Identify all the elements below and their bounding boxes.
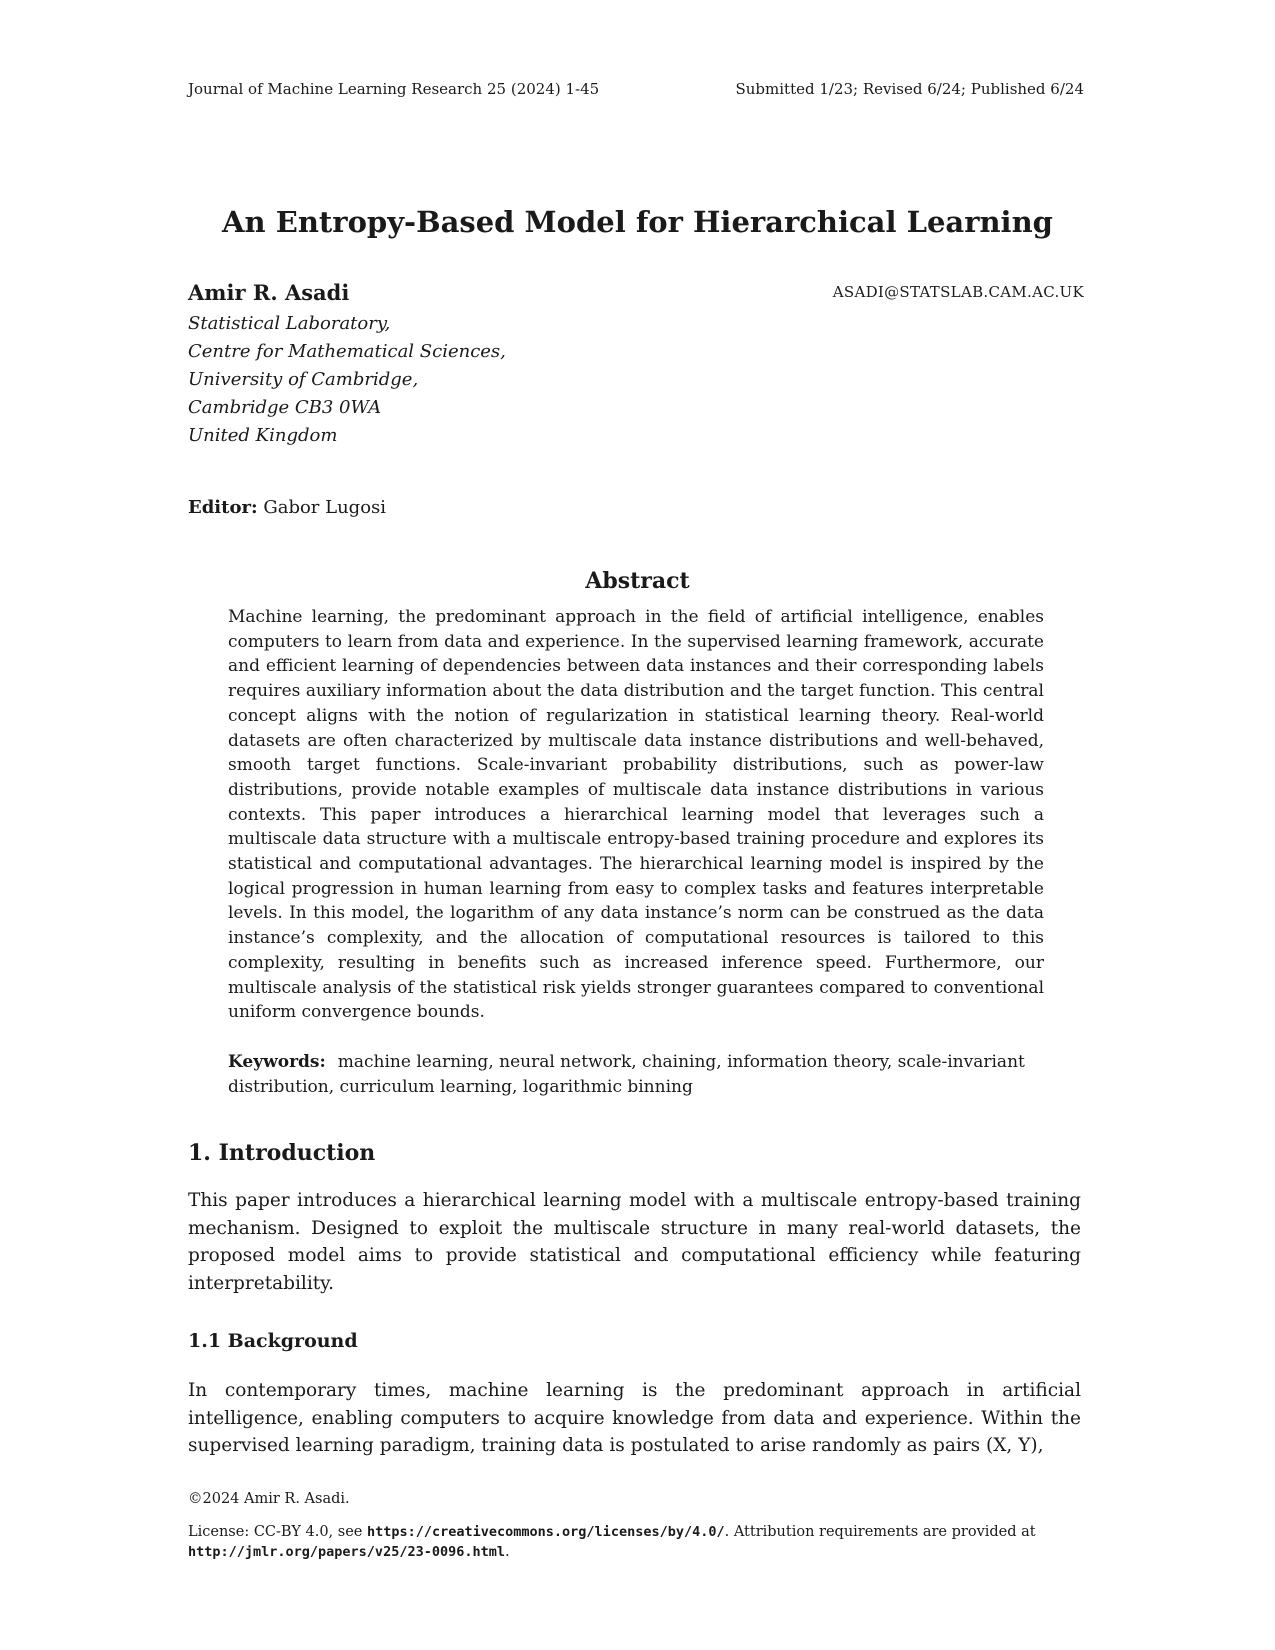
license-notice bbox=[188, 1522, 1078, 1562]
keywords-list: machine learning, neural network, chaining, information theory, scale-invariant distribution, curriculum learning, logarithmic binning bbox=[228, 1052, 1025, 1097]
paper-link[interactable]: http://jmlr.org/papers/v25/23-0096.html bbox=[188, 1544, 505, 1560]
author-affiliation bbox=[188, 310, 506, 450]
introduction-paragraph: This paper introduces a hierarchical learning model with a multiscale entropy-based training mechanism. Designed to exploit the multiscale structure in many real-world datasets, the proposed model aims to provide statistical and computational efficiency while featuring interpretability. bbox=[188, 1190, 1081, 1294]
publication-dates: Submitted 1/23; Revised 6/24; Published 6/24 bbox=[735, 80, 1084, 98]
background-paragraph: In contemporary times, machine learning is the predominant approach in artificial intelligence, enabling computers to acquire knowledge from data and experience. Within the supervised learning paradigm, training data is postulated to arise randomly as pairs (X, Y), bbox=[188, 1380, 1081, 1456]
affiliation-line: University of Cambridge, bbox=[188, 369, 419, 390]
section-heading-introduction: 1. Introduction bbox=[188, 1140, 376, 1166]
abstract-heading: Abstract bbox=[585, 568, 690, 594]
editor-line bbox=[188, 497, 386, 518]
license-link[interactable]: https://creativecommons.org/licenses/by/4.0/ bbox=[366, 1524, 725, 1540]
paper-title: An Entropy-Based Model for Hierarchical Learning bbox=[222, 205, 1053, 239]
license-middle: . Attribution requirements are provided at bbox=[724, 1524, 1036, 1540]
copyright-notice: ©2024 Amir R. Asadi. bbox=[188, 1491, 350, 1507]
abstract-text: Machine learning, the predominant approach in the field of artificial intelligence, enables computers to learn from data and experience. In the supervised learning framework, accurate and efficient learning of dependencies between data instances and their corresponding labels requires auxiliary information about the data distribution and the target function. This central concept aligns with the notion of regularization in statistical learning theory. Real-world datasets are often characterized by multiscale data instance distributions and well-behaved, smooth target functions. Scale-invariant probability distributions, such as power-law distributions, provide notable examples of multiscale data instance distributions in various contexts. This paper introduces a hierarchical learning model that leverages such a multiscale data structure with a multiscale entropy-based training procedure and explores its statistical and computational advantages. The hierarchical learning model is inspired by the logical progression in human learning from easy to complex tasks and features interpretable levels. In this model, the logarithm of any data instance’s norm can be construed as the data instance’s complexity, and the allocation of computational resources is tailored to this complexity, resulting in benefits such as increased inference speed. Furthermore, our multiscale analysis of the statistical risk yields stronger guarantees compared to conventional uniform convergence bounds. bbox=[228, 607, 1044, 1023]
keywords-label: Keywords: bbox=[228, 1052, 326, 1072]
license-prefix: License: CC-BY 4.0, see bbox=[188, 1524, 367, 1540]
author-email[interactable]: ASADI@STATSLAB.CAM.AC.UK bbox=[832, 283, 1084, 301]
keywords bbox=[228, 1050, 1048, 1100]
affiliation-line: Cambridge CB3 0WA bbox=[188, 397, 382, 418]
subsection-heading-background: 1.1 Background bbox=[188, 1330, 358, 1352]
editor-label: Editor: bbox=[188, 497, 258, 518]
journal-header: Journal of Machine Learning Research 25 (2024) 1-45 bbox=[188, 80, 600, 98]
editor-name: Gabor Lugosi bbox=[263, 497, 387, 518]
license-suffix: . bbox=[504, 1544, 510, 1560]
author-name: Amir R. Asadi bbox=[188, 280, 350, 305]
affiliation-line: United Kingdom bbox=[188, 425, 338, 446]
affiliation-line: Statistical Laboratory, bbox=[188, 313, 391, 334]
affiliation-line: Centre for Mathematical Sciences, bbox=[188, 341, 506, 362]
